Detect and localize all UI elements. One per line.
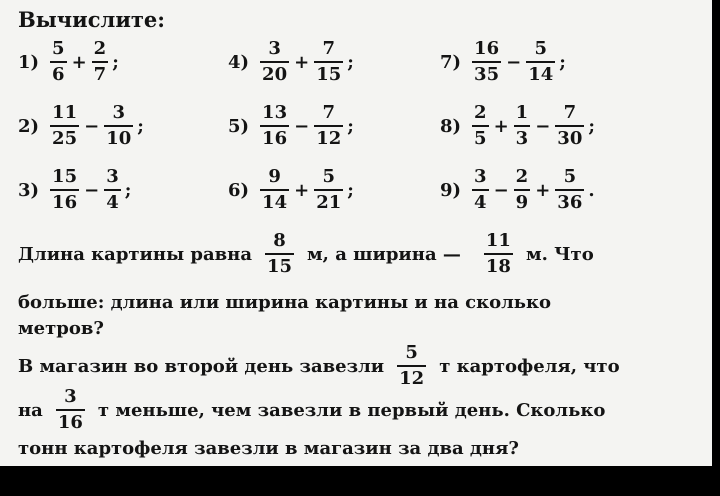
operator: − [535, 115, 551, 137]
fraction [260, 104, 289, 148]
terminator: ; [347, 51, 354, 73]
numerator: 5 [405, 342, 418, 363]
denominator: 18 [485, 256, 511, 277]
black-border-bottom [0, 466, 720, 496]
exercise-4 [228, 40, 354, 84]
fraction [265, 232, 294, 276]
denominator: 6 [52, 64, 65, 85]
problem-1-line-1 [18, 232, 594, 276]
operator: + [294, 51, 310, 73]
denominator: 12 [316, 128, 342, 149]
fraction-bar [314, 125, 343, 127]
exercise-number: 2) [18, 115, 40, 137]
denominator: 36 [557, 192, 583, 213]
exercise-title: Вычислите: [18, 7, 166, 32]
fraction-bar [260, 189, 289, 191]
fraction-bar [397, 365, 426, 367]
numerator: 5 [52, 38, 65, 59]
terminator: ; [112, 51, 119, 73]
operator: + [535, 179, 551, 201]
exercise-6 [228, 168, 354, 212]
denominator: 16 [262, 128, 288, 149]
black-border-right [712, 0, 720, 496]
fraction-bar [555, 125, 584, 127]
terminator: ; [347, 115, 354, 137]
denominator: 7 [93, 64, 107, 85]
exercise-number: 9) [440, 179, 462, 201]
fraction-bar [514, 125, 531, 127]
fraction [314, 104, 343, 148]
fraction-bar [472, 61, 501, 63]
denominator: 9 [515, 192, 529, 213]
exercise-3 [18, 168, 131, 212]
numerator: 3 [106, 166, 119, 187]
fraction-bar [526, 61, 555, 63]
denominator: 16 [52, 192, 78, 213]
numerator: 5 [534, 38, 547, 59]
numerator: 5 [322, 166, 335, 187]
fraction-bar [314, 189, 343, 191]
denominator: 3 [515, 128, 529, 149]
fraction [555, 104, 584, 148]
terminator: ; [137, 115, 144, 137]
problem-2-line-2 [18, 388, 605, 432]
exercise-number: 3) [18, 179, 40, 201]
text: В магазин во второй день завезли [18, 355, 385, 377]
fraction [484, 232, 513, 276]
exercise-number: 6) [228, 179, 250, 201]
text: м. Что [525, 243, 594, 265]
numerator: 15 [52, 166, 78, 187]
denominator: 5 [474, 128, 487, 149]
fraction-bar [104, 125, 133, 127]
fraction-bar [260, 61, 289, 63]
fraction [555, 168, 584, 212]
numerator: 7 [322, 38, 335, 59]
text: т картофеля, что [439, 355, 620, 377]
fraction-bar [314, 61, 343, 63]
numerator: 2 [515, 166, 529, 187]
fraction [314, 168, 343, 212]
fraction [50, 40, 67, 84]
denominator: 25 [52, 128, 78, 149]
numerator: 1 [515, 102, 529, 123]
numerator: 7 [563, 102, 577, 123]
fraction [260, 168, 289, 212]
operator: − [493, 179, 509, 201]
problem-1-line-3: метров? [18, 318, 104, 339]
fraction [314, 40, 343, 84]
terminator: ; [559, 51, 566, 73]
exercise-number: 1) [18, 51, 40, 73]
operator: + [71, 51, 87, 73]
exercise-5 [228, 104, 354, 148]
numerator: 3 [474, 166, 487, 187]
denominator: 10 [106, 128, 132, 149]
terminator: ; [124, 179, 132, 201]
denominator: 4 [106, 192, 119, 213]
denominator: 14 [262, 192, 288, 213]
fraction [472, 168, 489, 212]
denominator: 15 [266, 256, 293, 277]
fraction-bar [56, 409, 85, 411]
fraction [472, 104, 489, 148]
numerator: 8 [273, 230, 286, 251]
numerator: 13 [262, 102, 288, 123]
text: т меньше, чем завезли в первый день. Сколько [97, 399, 606, 421]
operator: − [506, 51, 522, 73]
fraction [50, 104, 79, 148]
fraction-bar [472, 125, 489, 127]
exercise-9 [440, 168, 595, 212]
fraction [50, 168, 79, 212]
numerator: 3 [268, 38, 281, 59]
text: на [18, 399, 43, 421]
fraction-bar [472, 189, 489, 191]
denominator: 30 [557, 128, 583, 149]
exercise-2 [18, 104, 144, 148]
fraction [472, 40, 501, 84]
numerator: 7 [322, 102, 335, 123]
numerator: 16 [474, 38, 500, 59]
numerator: 11 [52, 102, 78, 123]
operator: − [294, 115, 310, 137]
fraction-bar [50, 189, 79, 191]
exercise-number: 5) [228, 115, 250, 137]
problem-1-line-2: больше: длина или ширина картины и на сколько [18, 292, 552, 313]
text: Длина картины равна [18, 243, 252, 265]
fraction-bar [92, 61, 109, 63]
operator: − [84, 179, 100, 201]
fraction-bar [555, 189, 584, 191]
denominator: 20 [262, 64, 288, 85]
denominator: 4 [474, 192, 487, 213]
operator: + [294, 179, 310, 201]
fraction [526, 40, 555, 84]
exercise-number: 8) [440, 115, 462, 137]
fraction [514, 168, 531, 212]
operator: + [493, 115, 509, 137]
fraction-bar [260, 125, 289, 127]
terminator: . [588, 179, 595, 201]
numerator: 2 [474, 102, 487, 123]
problem-2-line-3: тонн картофеля завезли в магазин за два дня? [18, 438, 519, 459]
numerator: 9 [268, 166, 281, 187]
fraction [397, 344, 426, 388]
fraction-bar [50, 61, 67, 63]
fraction-bar [484, 253, 513, 255]
numerator: 3 [64, 386, 77, 407]
fraction-bar [104, 189, 121, 191]
problem-2-line-1 [18, 344, 620, 388]
fraction-bar [50, 125, 79, 127]
terminator: ; [347, 179, 354, 201]
numerator: 11 [485, 230, 511, 251]
fraction-bar [514, 189, 531, 191]
fraction [260, 40, 289, 84]
numerator: 3 [112, 102, 125, 123]
operator: − [84, 115, 100, 137]
denominator: 35 [474, 64, 500, 85]
denominator: 21 [316, 192, 342, 213]
fraction [92, 40, 109, 84]
fraction [514, 104, 531, 148]
denominator: 15 [316, 64, 342, 85]
fraction [56, 388, 85, 432]
denominator: 14 [528, 64, 554, 85]
text: м, а ширина — [307, 243, 461, 265]
terminator: ; [588, 115, 596, 137]
exercise-7 [440, 40, 566, 84]
fraction [104, 168, 121, 212]
exercise-8 [440, 104, 595, 148]
fraction [104, 104, 133, 148]
numerator: 5 [563, 166, 577, 187]
exercise-number: 4) [228, 51, 250, 73]
exercise-1 [18, 40, 119, 84]
fraction-bar [265, 253, 294, 255]
denominator: 16 [57, 412, 83, 433]
denominator: 12 [399, 368, 425, 389]
numerator: 2 [93, 38, 107, 59]
exercise-number: 7) [440, 51, 462, 73]
